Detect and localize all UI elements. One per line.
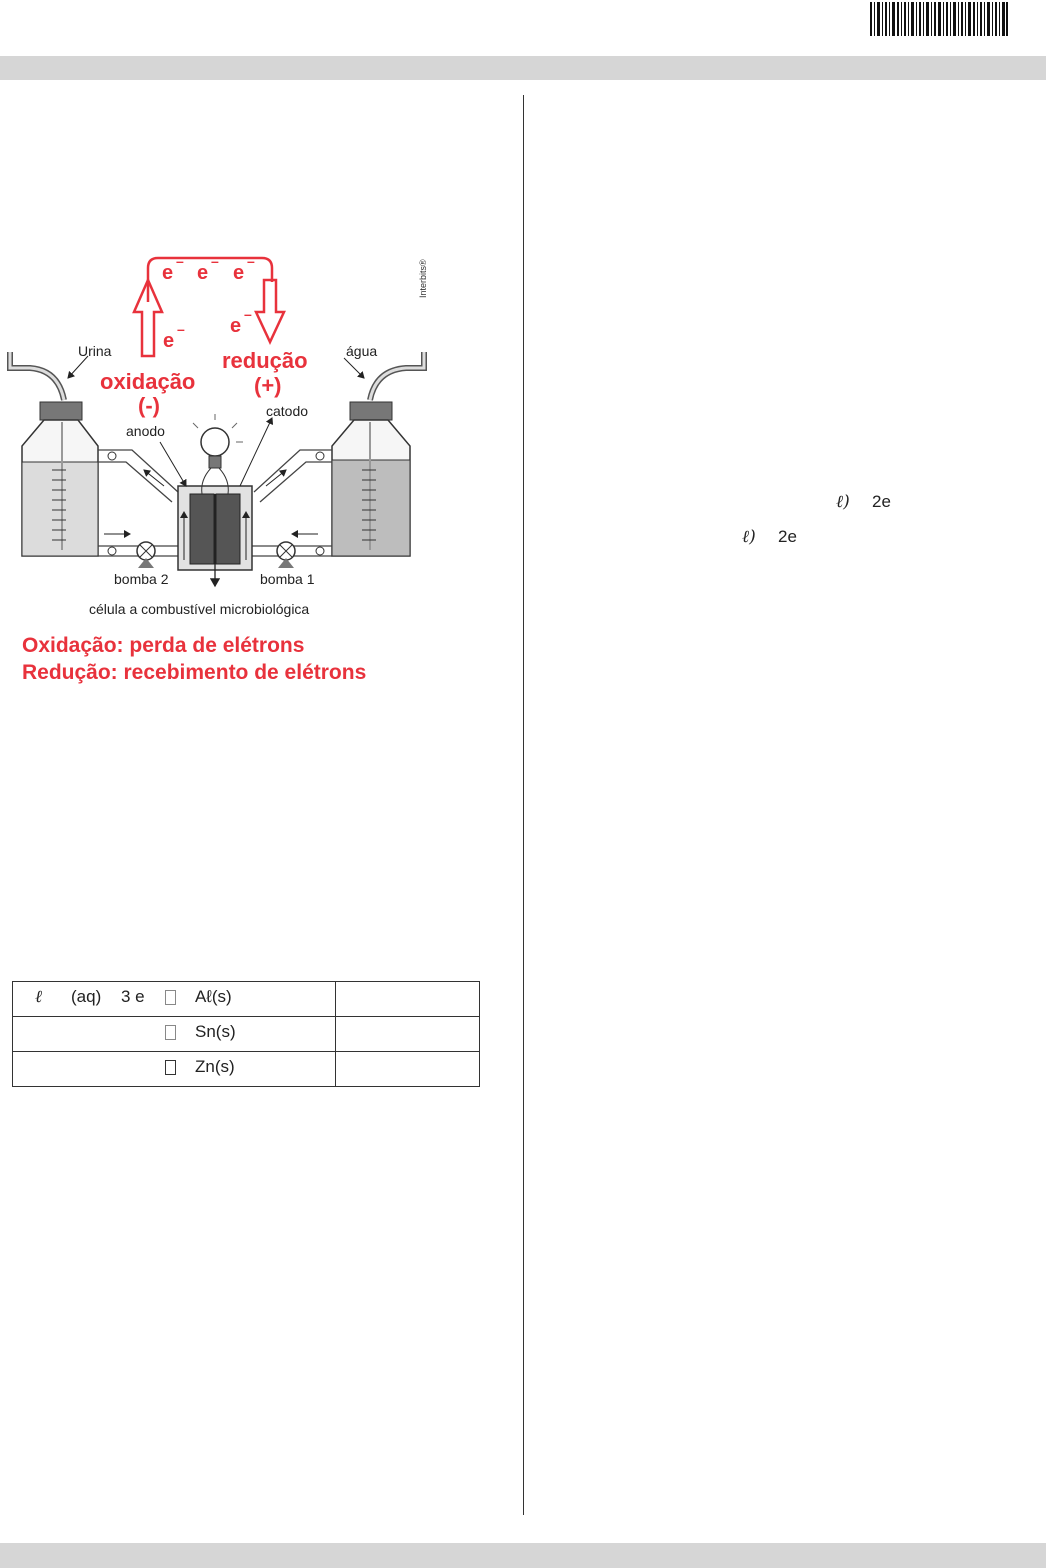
arrow-glyph-box [165,1060,176,1075]
equation-fragment: ℓ) [742,527,756,547]
table-row: Sn(s) [13,1017,480,1052]
electron-label: e [197,262,209,284]
arrow-glyph-box [165,990,176,1005]
label-urina: Urina [78,343,112,359]
figure-title: célula a combustível microbiológica [89,601,310,617]
svg-text:–: – [244,306,252,322]
oxidation-sign: (-) [138,393,160,418]
reduction-sign: (+) [254,373,282,398]
barcode [870,2,1008,36]
equation-fragment: 2e [872,492,891,511]
footer-bar [0,1543,1046,1568]
header-bar [0,56,1046,80]
electron-label: e [233,262,245,284]
column-divider [523,95,524,1515]
electron-label: e [162,262,174,284]
image-credit: Interbits® [418,259,428,298]
reduction-potentials-table [12,981,480,1087]
svg-text:–: – [247,253,255,269]
svg-text:–: – [211,253,219,269]
table-row: Zn(s) [13,1052,480,1087]
caption-oxidation: Oxidação: perda de elétrons [22,634,305,657]
label-catodo: catodo [266,403,309,419]
arrow-glyph-box [165,1025,176,1040]
table-row: ℓ (aq) 3 e Aℓ(s) [13,982,480,1017]
reduction-arrow [256,280,284,342]
electron-label: e [230,315,242,337]
caption-reduction: Redução: recebimento de elétrons [22,661,367,684]
svg-text:–: – [177,321,185,337]
label-anodo: anodo [126,423,165,439]
oxidation-label: oxidação [100,369,196,394]
svg-text:–: – [176,253,184,269]
electron-label: e [163,330,175,352]
equation-fragment: ℓ) [836,492,850,512]
label-bomba-1: bomba 1 [260,571,315,587]
equation-fragment: 2e [778,527,797,546]
reduction-label: redução [222,348,308,373]
label-agua: água [346,343,378,359]
label-bomba-2: bomba 2 [114,571,169,587]
fuel-cell-figure [0,240,520,640]
